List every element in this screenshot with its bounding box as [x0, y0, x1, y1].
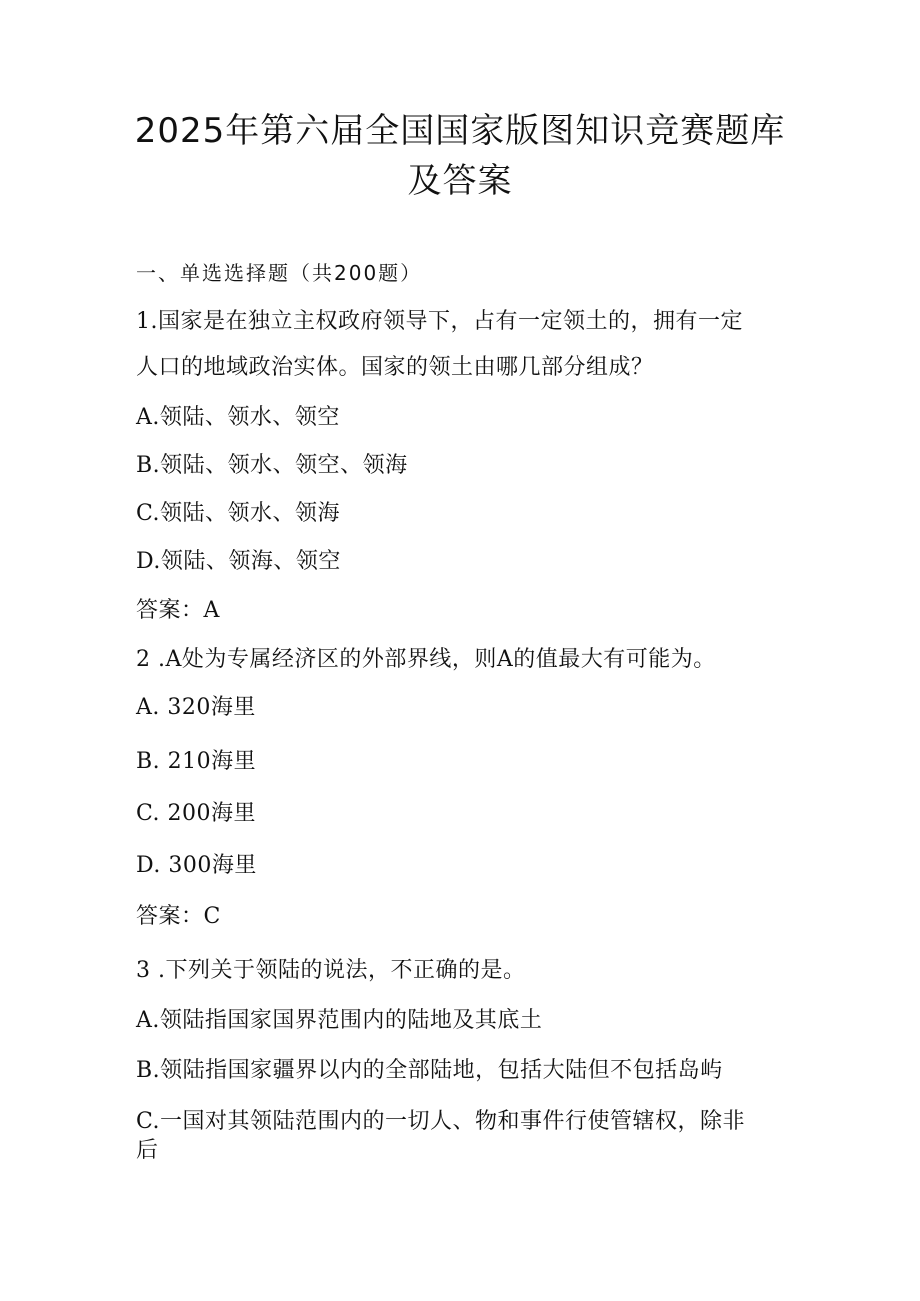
question-2-option-a: A. 320海里	[136, 695, 256, 720]
question-2-option-b: B. 210海里	[136, 749, 257, 774]
question-1-option-d: D.领陆、领海、领空	[136, 549, 341, 574]
question-1-stem-line2: 人口的地域政治实体。国家的领土由哪几部分组成？	[136, 355, 654, 380]
question-2-option-c: C. 200海里	[136, 801, 257, 826]
document-title-line1: 2025年第六届全国国家版图知识竞赛题库	[134, 111, 786, 151]
question-1-option-c: C.领陆、领水、领海	[136, 501, 341, 526]
question-2-stem: 2 .A处为专属经济区的外部界线，则A的值最大有可能为。	[136, 647, 716, 672]
question-1-answer: 答案：A	[136, 598, 220, 623]
question-2-answer: 答案：C	[136, 904, 221, 929]
question-2-option-d: D. 300海里	[136, 853, 257, 878]
question-3-option-b: B.领陆指国家疆界以内的全部陆地，包括大陆但不包括岛屿	[136, 1058, 723, 1083]
question-3-option-c: C.一国对其领陆范围内的一切人、物和事件行使管辖权，除非	[136, 1109, 746, 1134]
question-1-option-b: B.领陆、领水、领空、领海	[136, 453, 408, 478]
question-1-stem-line1: 1.国家是在独立主权政府领导下，占有一定领土的，拥有一定	[136, 309, 743, 334]
question-3-option-a: A.领陆指国家国界范围内的陆地及其底土	[136, 1008, 543, 1033]
question-1-option-a: A.领陆、领水、领空	[136, 405, 340, 430]
document-title-line2: 及答案	[407, 161, 513, 201]
question-3-stem: 3 .下列关于领陆的说法，不正确的是。	[136, 958, 526, 983]
section-heading: 一、单选选择题（共200题）	[136, 261, 423, 285]
question-3-option-c-continuation: 后	[136, 1138, 159, 1163]
